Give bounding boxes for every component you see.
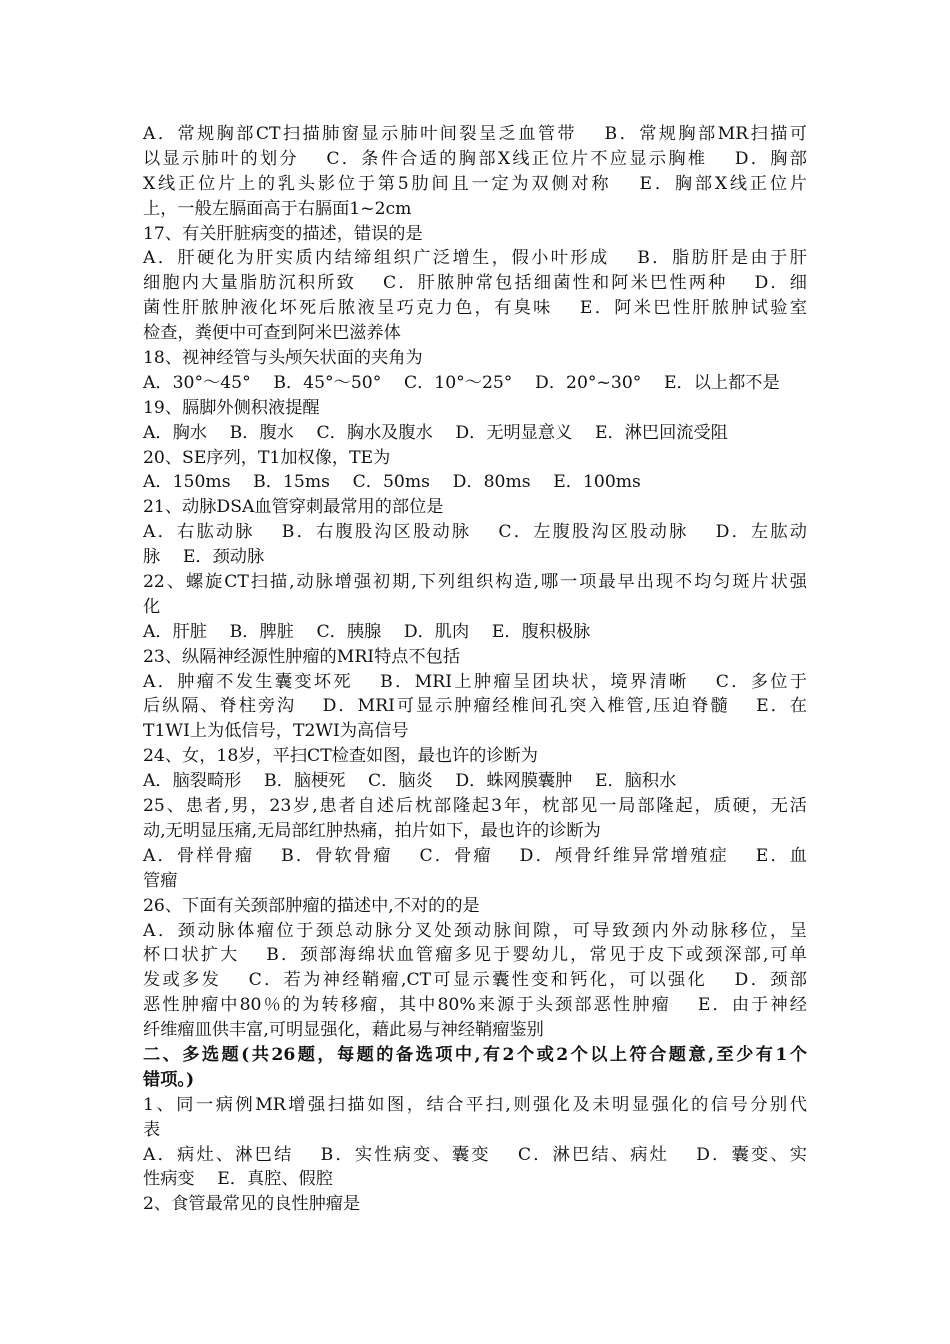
text-line: 以显示肺叶的划分 C．条件合适的胸部X线正位片不应显示胸椎 D．胸部 bbox=[143, 148, 807, 169]
text-line: A．脑裂畸形 B．脑梗死 C．脑炎 D．蛛网膜囊肿 E．脑积水 bbox=[143, 771, 677, 792]
text-line: 23、纵隔神经源性肿瘤的MRI特点不包括 bbox=[143, 646, 461, 667]
text-line: A．胸水 B．腹水 C．胸水及腹水 D．无明显意义 E．淋巴回流受阻 bbox=[143, 422, 728, 443]
text-line: 17、有关肝脏病变的描述，错误的是 bbox=[143, 223, 423, 244]
text-line: 后纵隔、脊柱旁沟 D．MRI可显示肿瘤经椎间孔突入椎管,压迫脊髓 E．在 bbox=[143, 696, 807, 717]
text-line: A．肝硬化为肝实质内结缔组织广泛增生，假小叶形成 B．脂肪肝是由于肝 bbox=[143, 248, 807, 269]
text-line: 细胞内大量脂肪沉积所致 C．肝脓肿常包括细菌性和阿米巴性两种 D．细 bbox=[143, 273, 807, 294]
text-line: 18、视神经管与头颅矢状面的夹角为 bbox=[143, 348, 423, 369]
text-line: A．常规胸部CT扫描肺窗显示肺叶间裂呈乏血管带 B．常规胸部MR扫描可 bbox=[143, 124, 807, 144]
text-line: 表 bbox=[143, 1119, 161, 1140]
text-line: T1WI上为低信号，T2WI为高信号 bbox=[143, 721, 409, 742]
text-line: 19、膈脚外侧积液提醒 bbox=[143, 397, 320, 418]
text-line: 1、同一病例MR增强扫描如图，结合平扫,则强化及未明显强化的信号分别代 bbox=[143, 1094, 807, 1115]
text-line: 24、女，18岁，平扫CT检查如图，最也许的诊断为 bbox=[143, 746, 538, 767]
text-line: 性病变 E．真腔、假腔 bbox=[143, 1169, 333, 1190]
text-line: 2、食管最常见的良性肿瘤是 bbox=[143, 1194, 361, 1215]
text-line: 发或多发 C．若为神经鞘瘤,CT可显示囊性变和钙化，可以强化 D．颈部 bbox=[143, 970, 807, 991]
text-line: A．肿瘤不发生囊变坏死 B．MRI上肿瘤呈团块状，境界清晰 C．多位于 bbox=[143, 671, 807, 692]
text-line: 化 bbox=[143, 596, 161, 617]
text-line: 管瘤 bbox=[143, 870, 178, 891]
text-line: 杯口状扩大 B．颈部海绵状血管瘤多见于婴幼儿，常见于皮下或颈深部,可单 bbox=[143, 945, 807, 966]
text-line: 动,无明显压痛,无局部红肿热痛，拍片如下，最也许的诊断为 bbox=[143, 820, 601, 841]
text-line: A．颈动脉体瘤位于颈总动脉分叉处颈动脉间隙，可导致颈内外动脉移位，呈 bbox=[143, 920, 807, 941]
text-line: A．肝脏 B．脾脏 C．胰腺 D．肌肉 E．腹积极脉 bbox=[143, 621, 591, 642]
text-line: 纤维瘤皿供丰富,可明显强化，藉此易与神经鞘瘤鉴别 bbox=[143, 1020, 544, 1041]
text-line: 21、动脉DSA血管穿刺最常用的部位是 bbox=[143, 497, 444, 518]
text-line: A．骨样骨瘤 B．骨软骨瘤 C．骨瘤 D．颅骨纤维异常增殖症 E．血 bbox=[143, 845, 807, 866]
text-line: 脉 E．颈动脉 bbox=[143, 547, 265, 568]
text-line: X线正位片上的乳头影位于第5肋间且一定为双侧对称 E．胸部X线正位片 bbox=[143, 173, 807, 194]
text-line: 26、下面有关颈部肿瘤的描述中,不对的的是 bbox=[143, 895, 480, 916]
text-line: 上，一般左膈面高于右膈面1~2cm bbox=[143, 198, 412, 219]
text-line: A．30°～45° B．45°～50° C．10°～25° D．20°~30° E．以上都不是 bbox=[143, 372, 780, 393]
text-line: 20、SE序列，T1加权像，TE为 bbox=[143, 447, 391, 468]
text-line: 菌性肝脓肿液化坏死后脓液呈巧克力色，有臭味 E．阿米巴性肝脓肿试验室 bbox=[143, 298, 807, 319]
text-line: A．病灶、淋巴结 B．实性病变、囊变 C．淋巴结、病灶 D．囊变、实 bbox=[143, 1144, 807, 1165]
text-line: 恶性肿瘤中80％的为转移瘤，其中80%来源于头颈部恶性肿瘤 E．由于神经 bbox=[143, 995, 807, 1016]
text-line: 错项。) bbox=[143, 1069, 195, 1090]
text-line: A．150ms B．15ms C．50ms D．80ms E．100ms bbox=[143, 472, 641, 493]
document-page bbox=[143, 122, 807, 1217]
text-line: 检查，粪便中可查到阿米巴滋养体 bbox=[143, 323, 401, 344]
text-line: A．右肱动脉 B．右腹股沟区股动脉 C．左腹股沟区股动脉 D．左肱动 bbox=[143, 522, 807, 543]
text-line: 二、多选题(共26题，每题的备选项中,有2个或2个以上符合题意,至少有1个 bbox=[143, 1044, 807, 1065]
text-line: 22、螺旋CT扫描,动脉增强初期,下列组织构造,哪一项最早出现不均匀斑片状强 bbox=[143, 572, 807, 593]
text-line: 25、患者,男，23岁,患者自述后枕部隆起3年，枕部见一局部隆起，质硬，无活 bbox=[143, 796, 807, 817]
